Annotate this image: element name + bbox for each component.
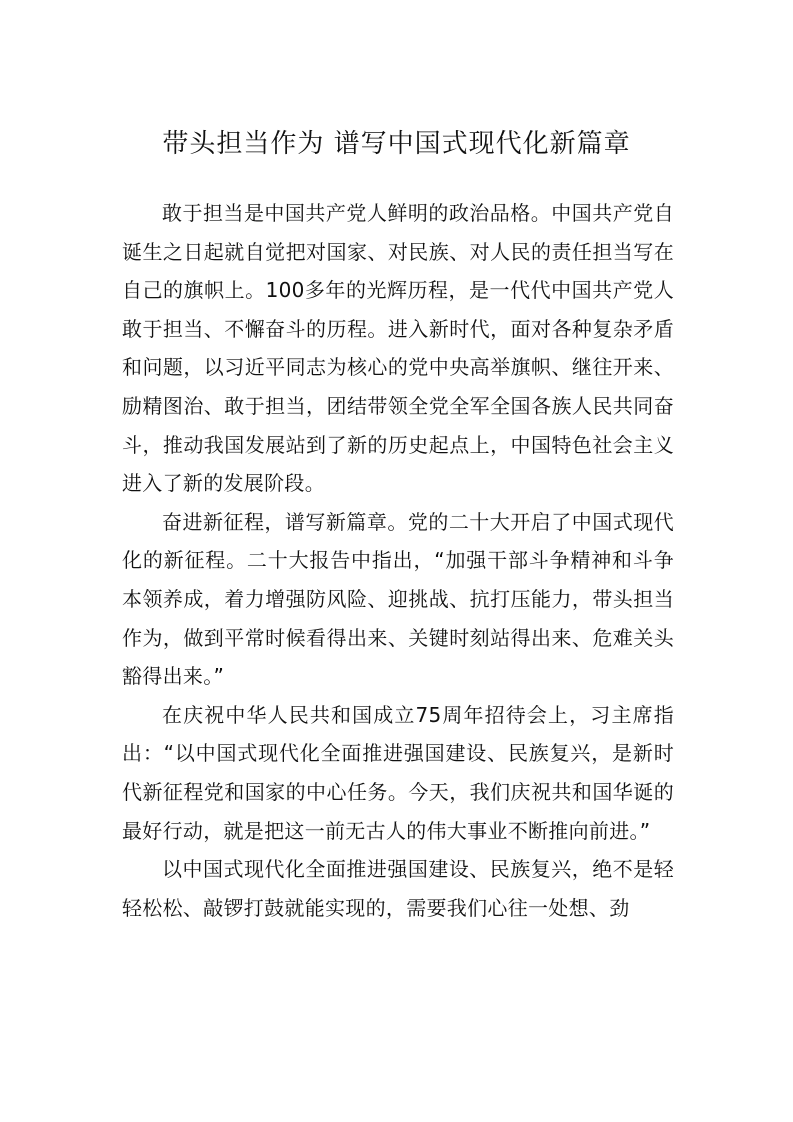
- paragraph-4: 以中国式现代化全面推进强国建设、民族复兴，绝不是轻轻松松、敲锣打鼓就能实现的，需要我们心往一处想、劲: [122, 857, 674, 920]
- document-body: [122, 194, 674, 927]
- paragraph-1: 敢于担当是中国共产党人鲜明的政治品格。中国共产党自诞生之日起就自觉把对国家、对民族、对人民的责任担当写在自己的旗帜上。100多年的光辉历程，是一代代中国共产党人敢于担当、不懈奋斗的历程。进入新时代，面对各种复杂矛盾和问题，以习近平同志为核心的党中央高举旗帜、继往开来、励精图治、敢于担当，团结带领全党全军全国各族人民共同奋斗，推动我国发展站到了新的历史起点上，中国特色社会主义进入了新的发展阶段。: [122, 201, 674, 496]
- document-title: 带头担当作为 谱写中国式现代化新篇章: [162, 129, 631, 159]
- paragraph-2: 奋进新征程，谱写新篇章。党的二十大开启了中国式现代化的新征程。二十大报告中指出，“加强干部斗争精神和斗争本领养成，着力增强防风险、迎挑战、抗打压能力，带头担当作为，做到平常时候看得出来、关键时刻站得出来、危难关头豁得出来。”: [122, 509, 674, 689]
- paragraph-3: 在庆祝中华人民共和国成立75周年招待会上，习主席指出：“以中国式现代化全面推进强国建设、民族复兴，是新时代新征程党和国家的中心任务。今天，我们庆祝共和国华诞的最好行动，就是把这一前无古人的伟大事业不断推向前进。”: [122, 702, 674, 843]
